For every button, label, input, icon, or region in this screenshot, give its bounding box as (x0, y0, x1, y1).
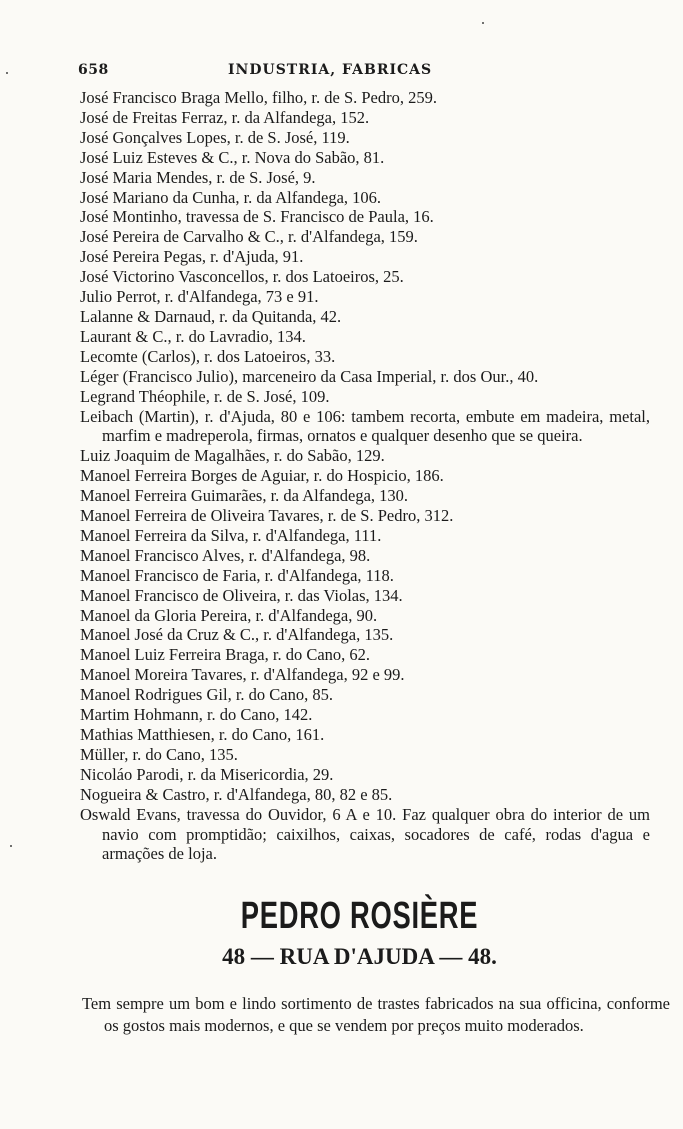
print-speck (10, 845, 12, 847)
directory-entry: Manoel Ferreira da Silva, r. d'Alfandega, 111. (80, 525, 382, 545)
directory-entry: Laurant & C., r. do Lavradio, 134. (80, 326, 306, 346)
directory-entry: Leibach (Martin), r. d'Ajuda, 80 e 106: tambem recorta, embute em madeira, metal, marfim e madreperola, firmas, ornatos e qualquer desenho que se queira. (80, 406, 650, 446)
directory-entry: Müller, r. do Cano, 135. (80, 744, 238, 764)
directory-entry: José de Freitas Ferraz, r. da Alfandega, 152. (80, 107, 370, 127)
directory-entry: Nogueira & Castro, r. d'Alfandega, 80, 82 e 85. (80, 784, 393, 804)
directory-entry: José Montinho, travessa de S. Francisco de Paula, 16. (80, 207, 434, 227)
directory-entry: Manoel José da Cruz & C., r. d'Alfandega, 135. (80, 625, 394, 645)
print-speck (6, 72, 8, 74)
advertiser-address: 48 — RUA D'AJUDA — 48. (222, 944, 497, 969)
running-title: INDUSTRIA, FABRICAS (228, 62, 433, 78)
directory-entry: Luiz Joaquim de Magalhães, r. do Sabão, 129. (80, 446, 385, 466)
advertiser-name: PEDRO ROSIÈRE (240, 895, 479, 937)
directory-entry: Manoel Ferreira de Oliveira Tavares, r. de S. Pedro, 312. (80, 506, 454, 526)
directory-entry: José Pereira de Carvalho & C., r. d'Alfandega, 159. (80, 227, 418, 247)
directory-entry: José Luiz Esteves & C., r. Nova do Sabão, 81. (80, 147, 385, 167)
page-header (78, 62, 498, 82)
directory-entry: José Gonçalves Lopes, r. de S. José, 119. (80, 127, 350, 147)
directory-entry: Manoel Ferreira Guimarães, r. da Alfandega, 130. (80, 486, 409, 506)
directory-entry: Julio Perrot, r. d'Alfandega, 73 e 91. (80, 287, 319, 307)
directory-entry: Manoel Luiz Ferreira Braga, r. do Cano, 62. (80, 645, 371, 665)
print-speck (482, 22, 484, 24)
directory-entry: José Mariano da Cunha, r. da Alfandega, 106. (80, 187, 382, 207)
directory-entry: José Pereira Pegas, r. d'Ajuda, 91. (80, 247, 304, 267)
directory-entry: Lalanne & Darnaud, r. da Quitanda, 42. (80, 306, 342, 326)
directory-entry: Mathias Matthiesen, r. do Cano, 161. (80, 725, 325, 744)
directory-entry: Léger (Francisco Julio), marceneiro da Casa Imperial, r. dos Our., 40. (80, 366, 539, 386)
advertisement (0, 895, 683, 1035)
directory-entry: Manoel Moreira Tavares, r. d'Alfandega, 92 e 99. (80, 665, 405, 685)
page-number: 658 (78, 62, 109, 78)
directory-entry: Legrand Théophile, r. de S. José, 109. (80, 386, 330, 406)
directory-entry: José Victorino Vasconcellos, r. dos Latoeiros, 25. (80, 267, 404, 287)
directory-entry: Manoel Ferreira Borges de Aguiar, r. do Hospicio, 186. (80, 466, 444, 486)
directory-entry: José Maria Mendes, r. de S. José, 9. (80, 167, 316, 187)
directory-entry: Manoel da Gloria Pereira, r. d'Alfandega, 90. (80, 605, 378, 625)
directory-entry: José Francisco Braga Mello, filho, r. de S. Pedro, 259. (80, 88, 437, 107)
directory-entry: Manoel Francisco Alves, r. d'Alfandega, 98. (80, 545, 371, 565)
directory-entry: Manoel Rodrigues Gil, r. do Cano, 85. (80, 685, 333, 705)
directory-entry: Lecomte (Carlos), r. dos Latoeiros, 33. (80, 346, 336, 366)
directory-entry: Manoel Francisco de Faria, r. d'Alfandega, 118. (80, 565, 394, 585)
directory-entry: Nicoláo Parodi, r. da Misericordia, 29. (80, 764, 334, 784)
directory-entry: Oswald Evans, travessa do Ouvidor, 6 A e 10. Faz qualquer obra do interior de um navio com promptidão; caixilhos, caixas, socadores de café, rodas d'agua e armações de loja. (80, 804, 650, 864)
directory-list (80, 88, 650, 864)
advertisement-text: Tem sempre um bom e lindo sortimento de trastes fabricados na sua officina, conforme os gostos mais modernos, e que se vendem por preços muito moderados. (82, 994, 670, 1035)
directory-entry: Martim Hohmann, r. do Cano, 142. (80, 705, 313, 725)
directory-entry: Manoel Francisco de Oliveira, r. das Violas, 134. (80, 585, 403, 605)
